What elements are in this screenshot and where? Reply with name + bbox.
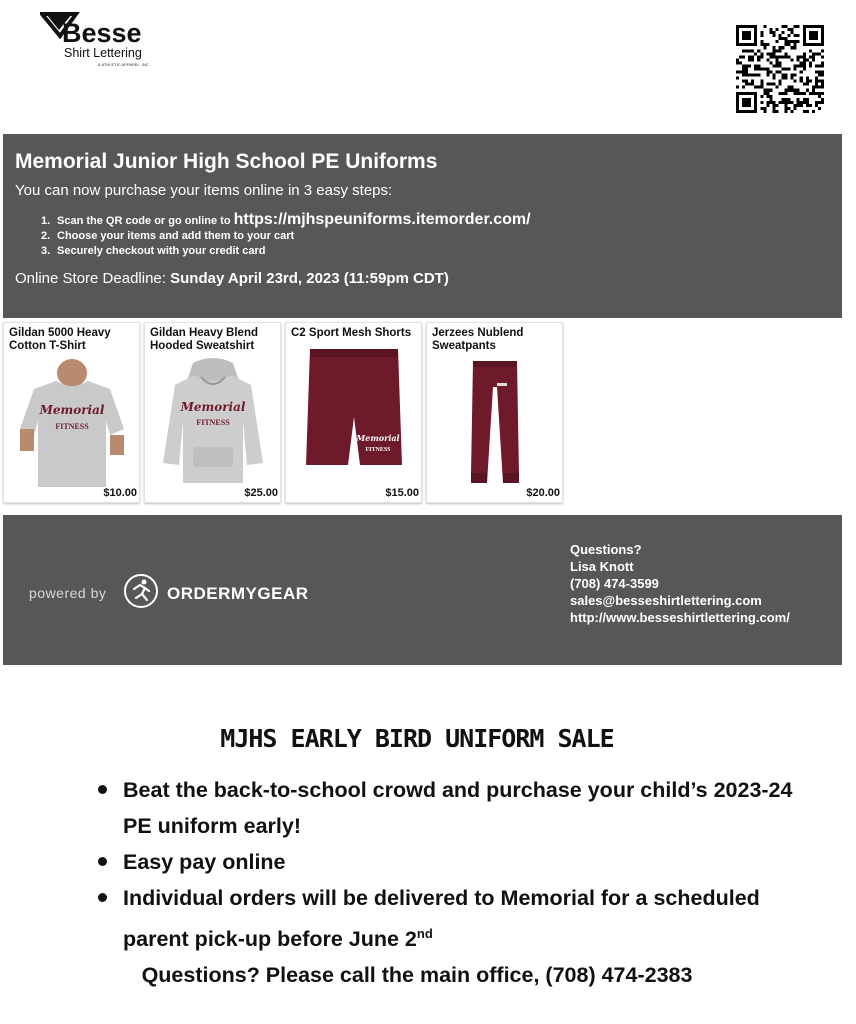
- garment-print-2: FITNESS: [55, 422, 89, 431]
- product-card-tshirt[interactable]: [3, 322, 140, 503]
- steps-list: [15, 213, 830, 258]
- banner-intro: You can now purchase your items online in 3 easy steps:: [15, 182, 393, 199]
- step-text: Securely checkout with your credit card: [57, 245, 266, 257]
- step-text: Scan the QR code or go online to: [57, 215, 231, 227]
- bullet-text: Beat the back-to-school crowd and purchase your child’s 2023-24 PE uniform early!: [123, 778, 793, 838]
- garment-print: Memorial: [180, 400, 246, 414]
- logo-line3: & ATHLETIC APPAREL, INC.: [98, 62, 150, 67]
- step-number: 3.: [41, 245, 51, 257]
- sale-title: [0, 724, 834, 753]
- product-name: Jerzees Nublend Sweatpants: [432, 327, 524, 352]
- logo-line2: Shirt Lettering: [64, 46, 142, 60]
- product-name: C2 Sport Mesh Shorts: [291, 327, 412, 339]
- qr-code[interactable]: [736, 25, 824, 113]
- powered-by-label: powered by: [29, 585, 107, 601]
- besse-logo: [40, 12, 170, 72]
- contact-heading: Questions?: [570, 542, 642, 557]
- deadline-label: Online Store Deadline:: [15, 270, 166, 287]
- contact-block: [570, 541, 790, 626]
- bullet-item: [96, 880, 796, 957]
- bullet-item: [96, 772, 796, 844]
- logo-brand: Besse: [62, 18, 142, 48]
- banner-title: Memorial Junior High School PE Uniforms: [15, 150, 438, 173]
- product-price: $15.00: [385, 487, 419, 499]
- step-item: [41, 230, 830, 243]
- product-name: Gildan 5000 Heavy Cotton T-Shirt: [9, 327, 111, 352]
- product-price: $20.00: [526, 487, 560, 499]
- garment-print: Memorial: [356, 433, 400, 443]
- step-text: Choose your items and add them to your cart: [57, 230, 295, 242]
- store-banner: [3, 134, 842, 318]
- tshirt-image: [16, 359, 128, 487]
- product-card-sweatpants[interactable]: [426, 322, 563, 503]
- bullet-sup: nd: [416, 926, 433, 941]
- garment-print: Memorial: [39, 403, 105, 417]
- ordermygear-logo[interactable]: ORDERMYGEAR: [167, 584, 309, 603]
- sale-title-rest: EARLY BIRD UNIFORM SALE: [276, 724, 614, 753]
- product-card-shorts[interactable]: [285, 322, 422, 503]
- shorts-image: [304, 347, 404, 471]
- call-office-text: Questions? Please call the main office, (708) 474-2383: [141, 963, 693, 987]
- contact-email[interactable]: sales@besseshirtlettering.com: [570, 593, 762, 608]
- product-name: Gildan Heavy Blend Hooded Sweatshirt: [150, 327, 259, 352]
- store-url-link[interactable]: https://mjhspeuniforms.itemorder.com/: [233, 211, 531, 228]
- sweatpants-image: [467, 357, 523, 487]
- sale-title-strong: MJHS: [220, 724, 277, 753]
- contact-phone[interactable]: (708) 474-3599: [570, 576, 659, 591]
- step-number: 2.: [41, 230, 51, 242]
- sale-bullets: [96, 772, 796, 957]
- garment-print-2: FITNESS: [196, 418, 230, 427]
- footer-band: [3, 515, 842, 665]
- step-item: [41, 245, 830, 258]
- product-card-hoodie[interactable]: [144, 322, 281, 503]
- hoodie-image: [159, 357, 267, 485]
- product-price: $25.00: [244, 487, 278, 499]
- contact-name: Lisa Knott: [570, 559, 634, 574]
- product-grid: [3, 322, 563, 506]
- contact-website[interactable]: http://www.besseshirtlettering.com/: [570, 610, 790, 625]
- product-price: $10.00: [103, 487, 137, 499]
- deadline-value: Sunday April 23rd, 2023 (11:59pm CDT): [170, 270, 449, 287]
- runner-icon: [123, 573, 159, 609]
- garment-print-2: FITNESS: [365, 447, 391, 453]
- bullet-text: Individual orders will be delivered to Memorial for a scheduled parent pick-up before June 2: [123, 886, 760, 952]
- step-number: 1.: [41, 215, 51, 227]
- bullet-text: Easy pay online: [123, 850, 286, 874]
- bullet-item: [96, 844, 796, 880]
- deadline: [15, 270, 830, 287]
- step-item: [41, 213, 830, 228]
